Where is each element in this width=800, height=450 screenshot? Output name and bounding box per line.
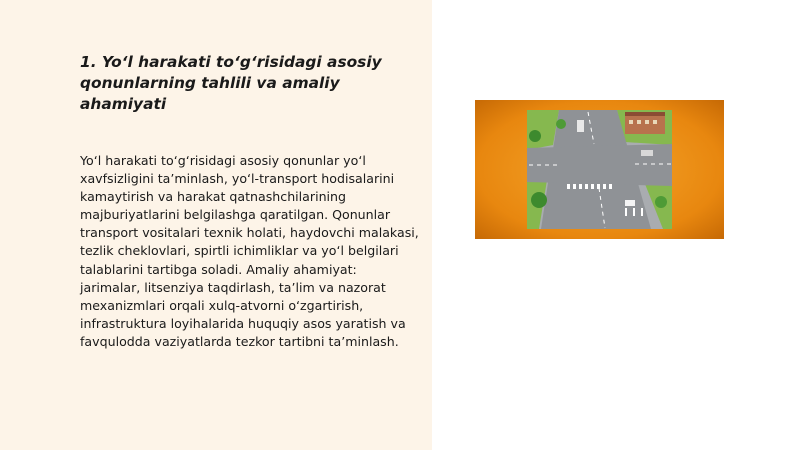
- intersection-illustration: [475, 100, 724, 239]
- slide-title: 1. Yo‘l harakati to‘g‘risidagi asosiy qonunlarning tahlili va amaliy ahamiyati: [80, 53, 382, 113]
- tree: [556, 119, 566, 129]
- tree: [655, 196, 667, 208]
- intersection-scene: [527, 110, 672, 229]
- car: [641, 150, 653, 156]
- intersection-svg: [475, 100, 724, 239]
- slide-body-text: Yo‘l harakati to‘g‘risidagi asosiy qonunlar yo‘l xavfsizligini ta’minlash, yo‘l-transport hodisalarini kamaytirish va harakat qatnashchilarining majburiyatlarini belgilashga qaratilgan. Qonunlar transport vositalari texnik holati, haydovchi malakasi, tezlik cheklovlari, spirtli ichimliklar va yo‘l belgilari talablarini tartibga soladi. Amaliy ahamiyat: jarimalar, litsenziya taqdirlash, ta’lim va nazorat mexanizmlari orqali xulq-atvorni o‘zgartirish, infrastruktura loyihalarida huquqiy asos yaratish va favqulodda vaziyatlarda tezkor tartibni ta’minlash.: [80, 153, 419, 349]
- car: [577, 120, 584, 132]
- tree: [529, 130, 541, 142]
- tree: [531, 192, 547, 208]
- car: [625, 200, 635, 206]
